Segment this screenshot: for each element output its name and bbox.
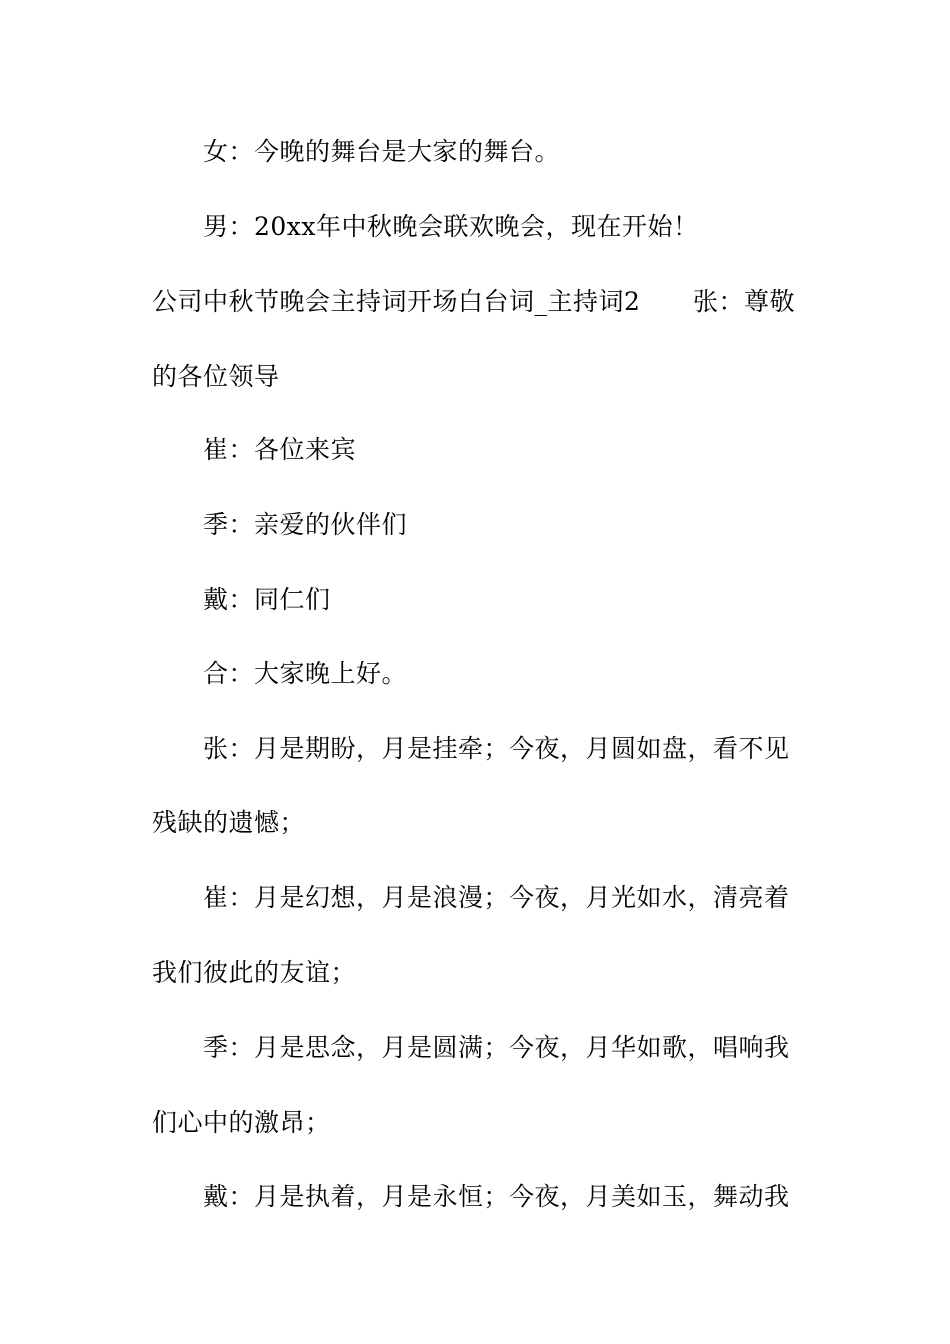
paragraph-line: 张：尊敬 (693, 287, 796, 316)
paragraph-line: 合：大家晚上好。 (203, 659, 408, 688)
paragraph-line: 季：月是思念，月是圆满；今夜，月华如歌，唱响我 (203, 1033, 790, 1062)
paragraph-line: 戴：同仁们 (203, 585, 331, 614)
paragraph-line: 崔：各位来宾 (203, 435, 357, 464)
paragraph-line: 男：20xx年中秋晚会联欢晚会，现在开始！ (203, 212, 699, 241)
paragraph-line: 我们彼此的友谊； (152, 958, 357, 987)
paragraph-line: 残缺的遗憾； (152, 808, 306, 837)
paragraph-line: 的各位领导 (152, 362, 280, 391)
paragraph-line: 张：月是期盼，月是挂牵；今夜，月圆如盘，看不见 (203, 734, 790, 763)
paragraph-line: 季：亲爱的伙伴们 (203, 510, 408, 539)
paragraph-line: 崔：月是幻想，月是浪漫；今夜，月光如水，清亮着 (203, 883, 790, 912)
paragraph-line: 戴：月是执着，月是永恒；今夜，月美如玉，舞动我 (203, 1182, 790, 1211)
section-title: 公司中秋节晚会主持词开场白台词_主持词2 (152, 287, 641, 316)
paragraph-line: 女：今晚的舞台是大家的舞台。 (203, 137, 561, 166)
paragraph-line: 们心中的激昂； (152, 1108, 331, 1137)
